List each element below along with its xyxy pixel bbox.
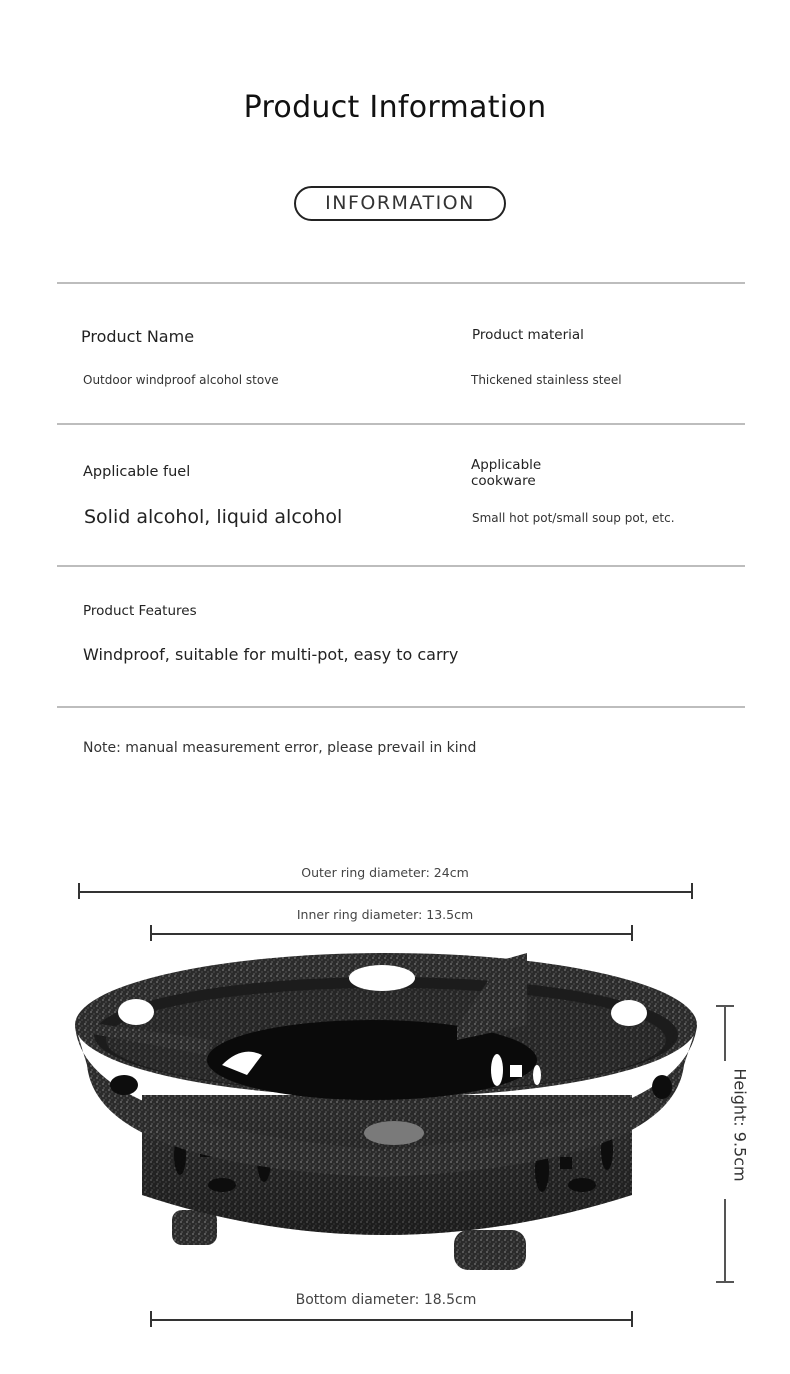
divider bbox=[57, 706, 745, 708]
page-title: Product Information bbox=[243, 90, 547, 125]
divider bbox=[57, 282, 745, 284]
inner-ring-dimension-line bbox=[150, 933, 632, 935]
height-label: Height: 9.5cm bbox=[730, 1068, 750, 1182]
product-name-label: Product Name bbox=[81, 327, 195, 346]
height-dimension-line-bottom bbox=[724, 1199, 726, 1281]
inner-ring-label: Inner ring diameter: 13.5cm bbox=[296, 907, 474, 922]
divider bbox=[57, 423, 745, 425]
applicable-cookware-label-line2: cookware bbox=[471, 473, 536, 489]
applicable-fuel-label: Applicable fuel bbox=[83, 464, 191, 480]
applicable-fuel-value: Solid alcohol, liquid alcohol bbox=[84, 506, 343, 528]
product-material-label: Product material bbox=[472, 327, 584, 343]
height-tick-bottom bbox=[716, 1281, 734, 1283]
product-material-value: Thickened stainless steel bbox=[471, 373, 622, 387]
inner-ring-tick-right bbox=[631, 925, 633, 941]
measurement-note: Note: manual measurement error, please prevail in kind bbox=[83, 740, 477, 756]
outer-ring-tick-right bbox=[691, 883, 693, 899]
bottom-tick-left bbox=[150, 1311, 152, 1327]
outer-ring-label: Outer ring diameter: 24cm bbox=[301, 865, 469, 880]
product-features-value: Windproof, suitable for multi-pot, easy to carry bbox=[83, 645, 459, 664]
bottom-diameter-label: Bottom diameter: 18.5cm bbox=[295, 1292, 477, 1308]
outer-ring-dimension-line bbox=[78, 891, 692, 893]
bottom-tick-right bbox=[631, 1311, 633, 1327]
bottom-diameter-dimension-line bbox=[150, 1319, 632, 1321]
height-dimension-line-top bbox=[724, 1005, 726, 1061]
inner-ring-tick-left bbox=[150, 925, 152, 941]
divider bbox=[57, 565, 745, 567]
product-name-value: Outdoor windproof alcohol stove bbox=[83, 373, 279, 387]
information-badge: INFORMATION bbox=[294, 186, 506, 221]
product-features-label: Product Features bbox=[83, 603, 197, 619]
applicable-cookware-value: Small hot pot/small soup pot, etc. bbox=[472, 511, 675, 525]
alcohol-stove-image bbox=[72, 945, 702, 1285]
outer-ring-tick-left bbox=[78, 883, 80, 899]
applicable-cookware-label-line1: Applicable bbox=[471, 457, 542, 473]
